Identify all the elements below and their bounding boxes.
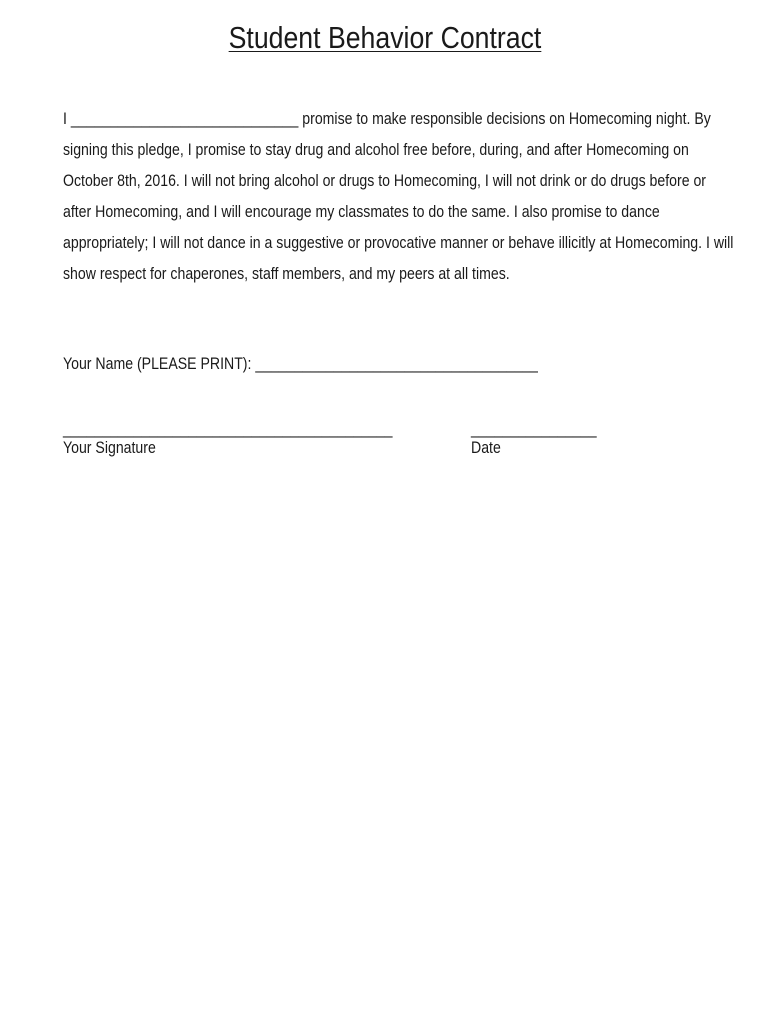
pledge-line: October 8th, 2016. I will not bring alcohol or drugs to Homecoming, I will not drink or do drugs before or <box>63 172 707 190</box>
pledge-line: after Homecoming, and I will encourage my classmates to do the same. I also promise to dance <box>63 203 660 221</box>
pledge-line: show respect for chaperones, staff members, and my peers at all times. <box>63 265 510 283</box>
pledge-line: I _____________________________ promise to make responsible decisions on Homecoming night. By <box>63 110 711 128</box>
pledge-paragraph <box>63 104 756 290</box>
signature-blank-line: __________________________________________ <box>63 420 393 438</box>
pledge-line: appropriately; I will not dance in a suggestive or provocative manner or behave illicitly at Homecoming. I will <box>63 234 734 252</box>
signature-label: Your Signature <box>63 439 156 457</box>
pledge-line: signing this pledge, I promise to stay drug and alcohol free before, during, and after Homecoming on <box>63 141 689 159</box>
date-label: Date <box>471 439 501 457</box>
date-blank-line: ________________ <box>471 420 597 438</box>
printed-name-field: Your Name (PLEASE PRINT): ____________________________________ <box>63 355 538 373</box>
document-title: Student Behavior Contract <box>228 20 542 55</box>
